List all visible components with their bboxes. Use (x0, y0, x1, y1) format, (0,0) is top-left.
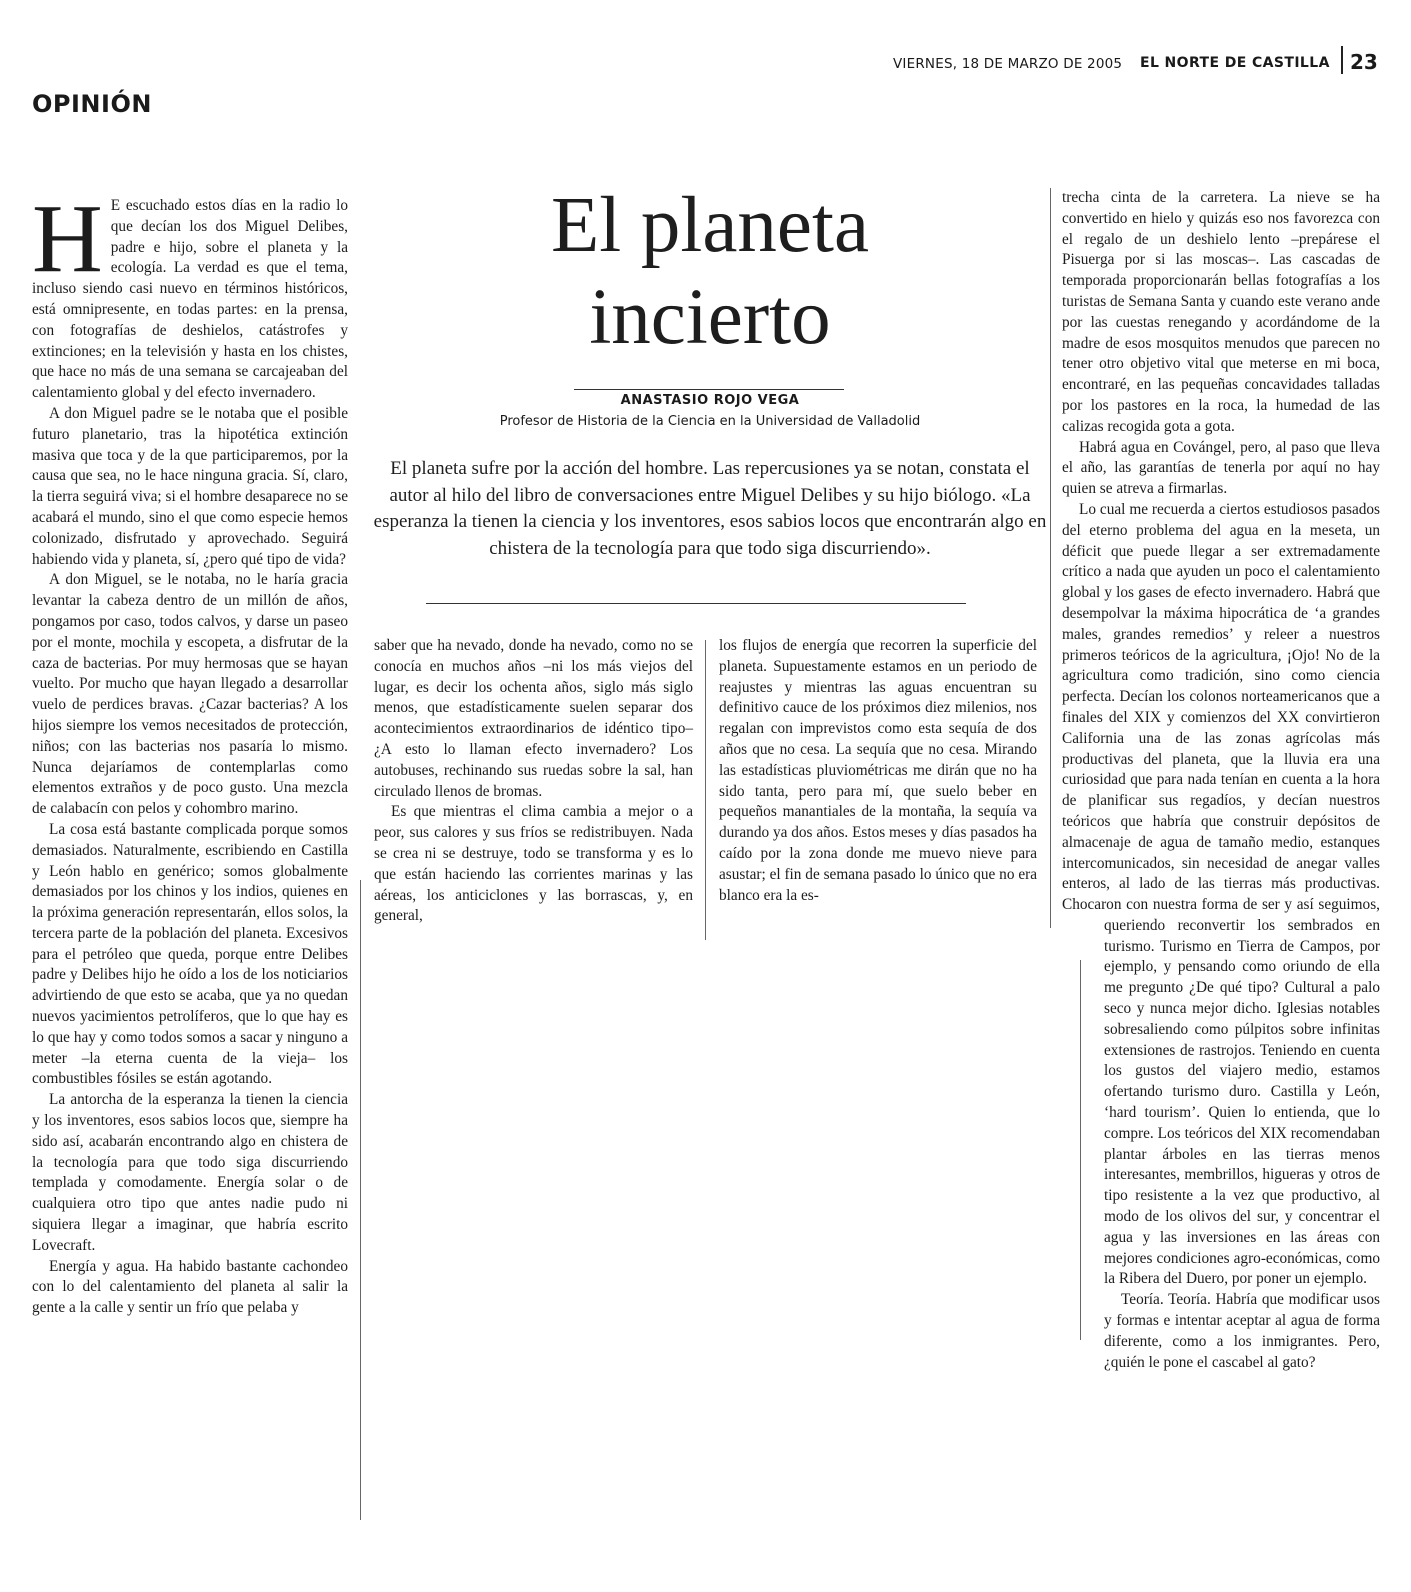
paragraph: La antorcha de la esperanza la tienen la ciencia y los inventores, esos sabios locos que, siempre ha sido así, acabarán encontrando algo en chistera de la tecnología para que todo siga discurriendo templada y comodamente. Energía solar o de cualquiera otro tipo que antes nadie pudo ni siquiera llegar a imaginar, que habría escrito Lovecraft. (32, 1091, 348, 1254)
paragraph: Lo cual me recuerda a ciertos estudiosos pasados del eterno problema del agua en la meseta, un déficit que puede llegar a ser extremadamente crítico a nada que ayuden un poco el calentamiento global y los gases de efecto invernadero. Habrá que desempolvar la máxima hipocrática de ‘a grandes males, grandes remedios’ y releer a nuestros primeros teóricos de la agricultura, ¡Ojo! No de la agricultura como tradición, sino como ciencia perfecta. Decían los colonos norteamericanos que a finales del XIX y comienzos del XX convirtieron California una de las zonas agrícolas más productivas del planeta, que la lluvia era una curiosidad que para nada tenían en cuenta a la hora de planificar sus regadíos, y decían nuestros teóricos que habría que construir depósitos de almacenaje de agua de tamaño medio, estanques intercomunicados, sin necesidad de anegar valles enteros, al lado de las tierras más productivas. Chocaron con nuestra forma de ser y así seguimos, queriendo reconvertir los sembrados en turismo. Turismo en Tierra de Campos, por ejemplo, y pensando como oriundo de ella me pregunto ¿De qué tipo? Cultural a palo seco y nunca mejor dicho. Iglesias notables sobresaliendo como púlpitos sobre infinitas extensiones de rastrojos. Teniendo en cuenta los gustos del viajero medio, estamos ofertando turismo duro. Castilla y León, ‘hard tourism’. Quien lo entienda, que lo compre. Los teóricos del XIX recomendaban plantar árboles en las tierras menos interesantes, membrillos, higueras y otros de tipo resistente a la vez que productivo, al modo de los olivos del sur, y concentrar el agua y las inversiones en las áreas con mejores condiciones agro-económicas, como la Ribera del Duero, por poner un ejemplo. (1062, 500, 1380, 1288)
page-header (893, 44, 1385, 74)
paragraph: A don Miguel padre se le notaba que el posible futuro planetario, tras la hipotética extinción masiva que toca y de la que participaremos, por la causa que sea, no le hace ninguna gracia. Sí, claro, la tierra seguirá viva; si el hombre desaparece no se acabará el mundo, sino el que como especie hemos colonizado, disfrutado y aprovechado. Seguirá habiendo vida y planeta, sí, ¿pero qué tipo de vida? (32, 404, 348, 568)
lead-rule (426, 603, 966, 604)
section-label: OPINIÓN (32, 90, 152, 118)
body-column-1 (32, 185, 348, 1319)
issue-date: VIERNES, 18 DE MARZO DE 2005 (893, 56, 1123, 72)
layout-inset (1062, 928, 1104, 1488)
body-column-3 (719, 636, 1037, 906)
paragraph: A don Miguel, se le notaba, no le haría gracia levantar la cabeza dentro de un millón de años, pongamos por caso, todos calvos, y darse un paseo por el monte, mochila y escopeta, a disfrutar de la caza de bacterias. Por muy hermosas que se hayan vuelto. Por mucho que hayan llegado a desarrollar vuelo de perdices bravas. ¿Cazar bacterias? A los hijos siempre los vemos necesitados de protección, niños; con las bacterias nos pasaría lo mismo. Nunca dejaríamos de contemplarlas como elementos extraños y de poco gusto. Una mezcla de calabacín con pelos y cohombro marino. (32, 571, 348, 818)
paragraph: Es que mientras el clima cambia a mejor o a peor, sus calores y sus fríos se redistribuyen. Nada se crea ni se destruye, todo se transforma y es lo que están haciendo las corrientes marinas y las aéreas, los anticiclones y las borrascas, y, en general, (374, 803, 693, 925)
author-name: ANASTASIO ROJO VEGA (620, 393, 800, 408)
newspaper-name: EL NORTE DE CASTILLA (1140, 55, 1330, 71)
byline-rule (574, 389, 844, 390)
paragraph: saber que ha nevado, donde ha nevado, como no se conocía en muchos años –ni los más viejos del lugar, es decir los ochenta años, siglo más siglo menos, que estadísticamente suelen separar dos acontecimientos extraordinarios de idéntico tipo– ¿A esto lo llaman efecto invernadero? Los autobuses, rechinando sus ruedas sobre la sal, han circulado llenos de bromas. (374, 637, 693, 800)
page-number: 23 (1350, 50, 1378, 74)
drop-cap: H (32, 185, 103, 293)
title-line-2: incierto (589, 274, 831, 361)
body-column-2 (374, 636, 693, 927)
article-title (380, 180, 1040, 364)
column-rule (1050, 188, 1051, 928)
header-divider (1341, 46, 1343, 74)
paragraph: Habrá agua en Covángel, pero, al paso que lleva el año, las garantías de tenerla por aquí no hay quien se atreva a firmarlas. (1062, 438, 1380, 498)
paragraph: los flujos de energía que recorren la superficie del planeta. Supuestamente estamos en un periodo de reajustes y mientras las aguas encuentran su definitivo cauce de los próximos diez milenios, nos regalan con imprevistos como esta sequía de dos años que no cesa. La sequía que no cesa. Mirando las estadísticas pluviométricas me dirán que no ha sido tanta, pero para mí, que suelo beber en pequeños manantiales de la montaña, la sequía va durando ya dos años. Estos meses y días pasados ha caído por la zona donde me muevo nieve para asustar; el fin de semana pasado lo único que no era blanco era la es- (719, 637, 1037, 904)
column-rule (705, 640, 706, 940)
title-line-1: El planeta (550, 182, 870, 269)
paragraph: Teoría. Teoría. Habría que modificar usos y formas e intentar aceptar al agua de forma diferente, como a los inmigrantes. Pero, ¿quién le pone el cascabel al gato? (1104, 1291, 1380, 1371)
article-lead: El planeta sufre por la acción del hombre. Las repercusiones ya se notan, constata el autor al hilo del libro de conversaciones entre Miguel Delibes y su hijo biólogo. «La esperanza la tienen la ciencia y los inventores, esos sabios locos que encontrarán algo en chistera de la tecnología para que todo siga discurriendo». (373, 458, 1047, 559)
paragraph: Energía y agua. Ha habido bastante cachondeo con lo del calentamiento del planeta al salir la gente a la calle y sentir un frío que pelaba y (32, 1257, 348, 1317)
paragraph-text: E escuchado estos días en la radio lo que decían los dos Miguel Delibes, padre e hijo, sobre el planeta y la ecología. La verdad es que el tema, incluso siendo casi nuevo en términos históricos, está omnipresente, en todas partes: en la prensa, con fotografías de deshielos, catástrofes y extinciones; en la televisión y hasta en los chistes, que hace no más de una semana se carcajeaban del calentamiento global y del efecto invernadero. (32, 197, 348, 402)
author-affiliation: Profesor de Historia de la Ciencia en la Universidad de Valladolid (499, 414, 921, 429)
body-column-4 (1062, 188, 1380, 1488)
paragraph (32, 185, 348, 404)
paragraph: La cosa está bastante complicada porque somos demasiados. Naturalmente, escribiendo en Castilla y León hablo en genérico; somos globalmente demasiados por los chinos y los indios, quienes en la próxima generación representarán, ellos solos, la tercera parte de la población del planeta. Excesivos para el petróleo que queda, porque entre Delibes padre y Delibes hijo he oído a los de los noticiarios advirtiendo de que esto se acaba, que ya no quedan nuevos yacimientos petrolíferos, que lo que hay es lo que hay y como todos somos a sacar y ninguno a meter –la eterna cuenta de la vieja– los combustibles fósiles se están agotando. (32, 820, 348, 1088)
column-rule (360, 880, 361, 1520)
paragraph: trecha cinta de la carretera. La nieve se ha convertido en hielo y quizás eso nos favorezca con el regalo de un deshielo lento –prepárese el Pisuerga por si las moscas–. Las cascadas de temporada proporcionarán bellas fotografías a los turistas de Semana Santa y cuando este verano ande por las cuestas renegando y acordándome de la madre de esos mosquitos menudos que parecen no tener otro objetivo vital que meterse en mi boca, encontraré, en las pequeñas concavidades talladas por los pastores en la roca, la humedad de las calizas recogida gota a gota. (1062, 189, 1380, 435)
